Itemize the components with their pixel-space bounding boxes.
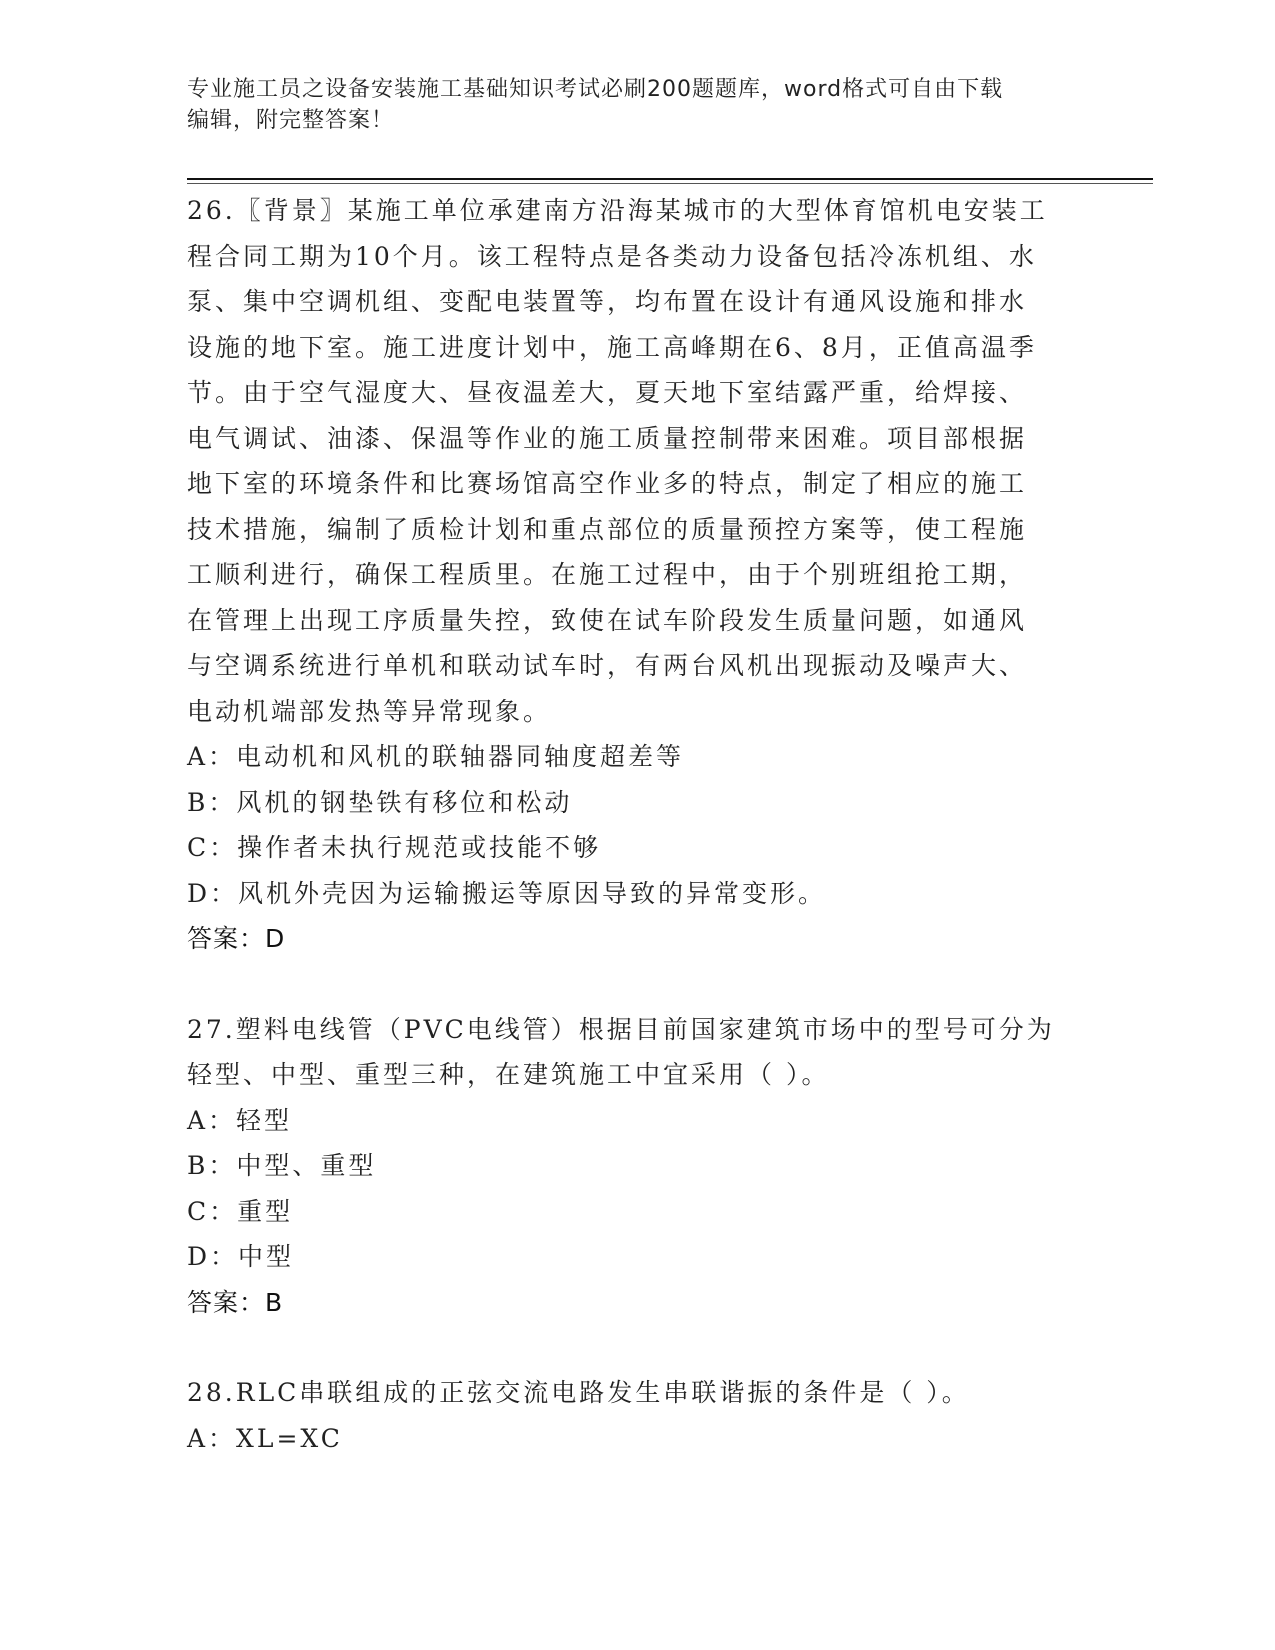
question-27 — [187, 1007, 1087, 1326]
stem-line: 在管理上出现工序质量失控，致使在试车阶段发生质量问题，如通风 — [187, 605, 1028, 635]
option-a: A：轻型 — [187, 1105, 293, 1135]
stem-line: 26.〖背景〗某施工单位承建南方沿海某城市的大型体育馆机电安装工 — [187, 196, 1048, 225]
stem-line: 电动机端部发热等异常现象。 — [187, 696, 552, 726]
question-28 — [187, 1370, 1087, 1461]
question-list — [187, 188, 1087, 1461]
stem-line: 节。由于空气湿度大、昼夜温差大，夏天地下室结露严重，给焊接、 — [187, 378, 1028, 407]
stem-line: 设施的地下室。施工进度计划中，施工高峰期在6、8月，正值高温季 — [187, 332, 1037, 362]
option-a: A：电动机和风机的联轴器同轴度超差等 — [187, 742, 685, 771]
question-26 — [187, 188, 1087, 962]
stem-line: 电气调试、油漆、保温等作业的施工质量控制带来困难。项目部根据 — [187, 423, 1028, 453]
question-stem — [187, 188, 1087, 734]
stem-line: 地下室的环境条件和比赛场馆高空作业多的特点，制定了相应的施工 — [187, 469, 1028, 498]
stem-line: 技术措施，编制了质检计划和重点部位的质量预控方案等，使工程施 — [187, 514, 1028, 544]
option-d: D：中型 — [187, 1242, 295, 1271]
option-b: B：中型、重型 — [187, 1151, 377, 1180]
header-divider — [187, 178, 1153, 180]
answer-label: 答案：D — [187, 924, 286, 953]
option-a: A：XL=XC — [187, 1423, 343, 1453]
document-header — [187, 74, 1067, 136]
option-b: B：风机的钢垫铁有移位和松动 — [187, 787, 573, 817]
option-c: C：操作者未执行规范或技能不够 — [187, 833, 602, 862]
question-stem — [187, 1007, 1087, 1098]
stem-line: 程合同工期为10个月。该工程特点是各类动力设备包括冷冻机组、水 — [187, 241, 1037, 271]
stem-line: 28.RLC串联组成的正弦交流电路发生串联谐振的条件是（ ）。 — [187, 1378, 970, 1407]
stem-line: 工顺利进行，确保工程质里。在施工过程中，由于个别班组抢工期， — [187, 560, 1028, 589]
option-c: C：重型 — [187, 1196, 294, 1226]
header-divider-thin — [187, 183, 1153, 184]
stem-line: 27.塑料电线管（PVC电线管）根据目前国家建筑市场中的型号可分为 — [187, 1014, 1055, 1044]
question-spacer — [187, 962, 1087, 1007]
question-stem — [187, 1370, 1087, 1416]
header-title-line-2: 编辑，附完整答案！ — [187, 108, 395, 133]
question-spacer — [187, 1325, 1087, 1370]
stem-line: 轻型、中型、重型三种，在建筑施工中宜采用（ ）。 — [187, 1060, 830, 1089]
answer-label: 答案：B — [187, 1287, 284, 1317]
header-title-line-1: 专业施工员之设备安装施工基础知识考试必刷200题题库，word格式可自由下载 — [187, 77, 1004, 102]
option-d: D：风机外壳因为运输搬运等原因导致的异常变形。 — [187, 878, 827, 908]
stem-line: 泵、集中空调机组、变配电装置等，均布置在设计有通风设施和排水 — [187, 287, 1028, 316]
stem-line: 与空调系统进行单机和联动试车时，有两台风机出现振动及噪声大、 — [187, 651, 1028, 680]
